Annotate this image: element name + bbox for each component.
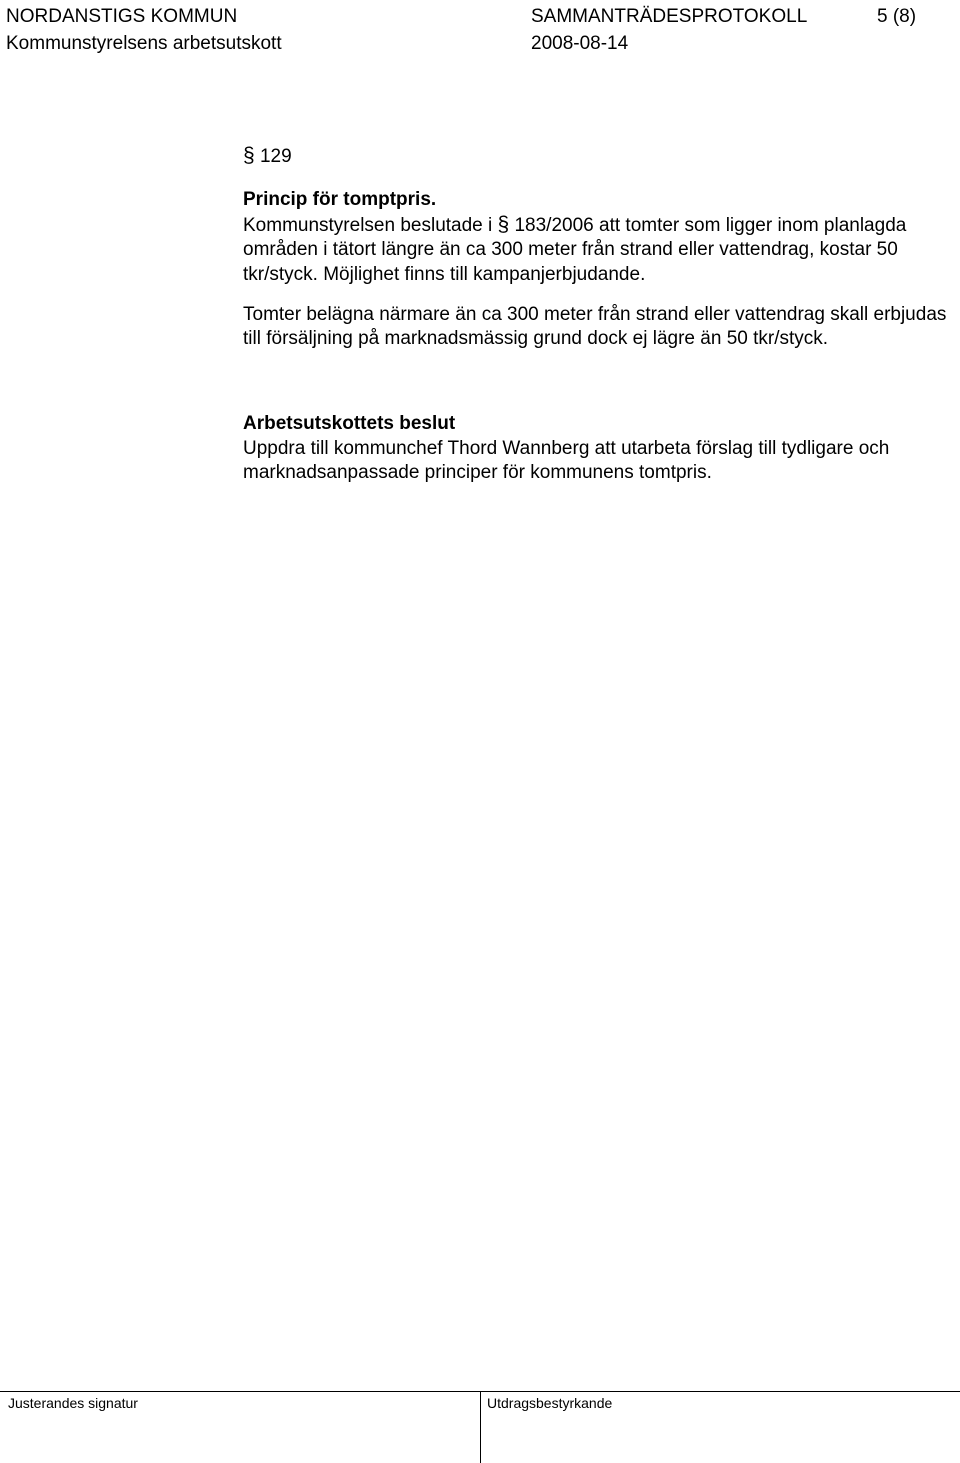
signature-label: Justerandes signatur (8, 1395, 138, 1411)
background-text-start: Kommunstyrelsen beslutade i (243, 215, 498, 236)
decision-text: Uppdra till kommunchef Thord Wannberg att utarbeta förslag till tydligare och marknadsanpassade principer för kommunens tomtpris. (243, 438, 890, 484)
paragraph-symbol: § (497, 213, 510, 236)
certification-label: Utdragsbestyrkande (487, 1395, 613, 1411)
meeting-date: 2008-08-14 (531, 33, 629, 54)
document-type: SAMMANTRÄDESPROTOKOLL (531, 6, 808, 27)
background-paragraph (243, 213, 953, 287)
background-text-rest: 183/2006 att tomter som ligger inom planlagda områden i tätort längre än ca 300 meter från strand eller vattendrag, kostar 50 tkr/styck. Möjlighet finns till kampanjerbjudande. (243, 215, 907, 285)
department-name: Kommunstyrelsens arbetsutskott (6, 33, 282, 54)
footer-column-divider (480, 1391, 481, 1463)
section-title: Princip för tomptpris. (243, 189, 437, 210)
section-symbol: § (243, 144, 255, 167)
section-number: 129 (259, 146, 292, 167)
page-number: 5 (8) (877, 6, 917, 27)
pricing-paragraph: Tomter belägna närmare än ca 300 meter från strand eller vattendrag skall erbjudas till försäljning på marknadsmässig grund dock ej lägre än 50 tkr/styck. (243, 304, 947, 350)
organization-name: NORDANSTIGS KOMMUN (6, 6, 238, 27)
decision-heading: Arbetsutskottets beslut (243, 413, 456, 434)
section-number-line (243, 144, 292, 169)
